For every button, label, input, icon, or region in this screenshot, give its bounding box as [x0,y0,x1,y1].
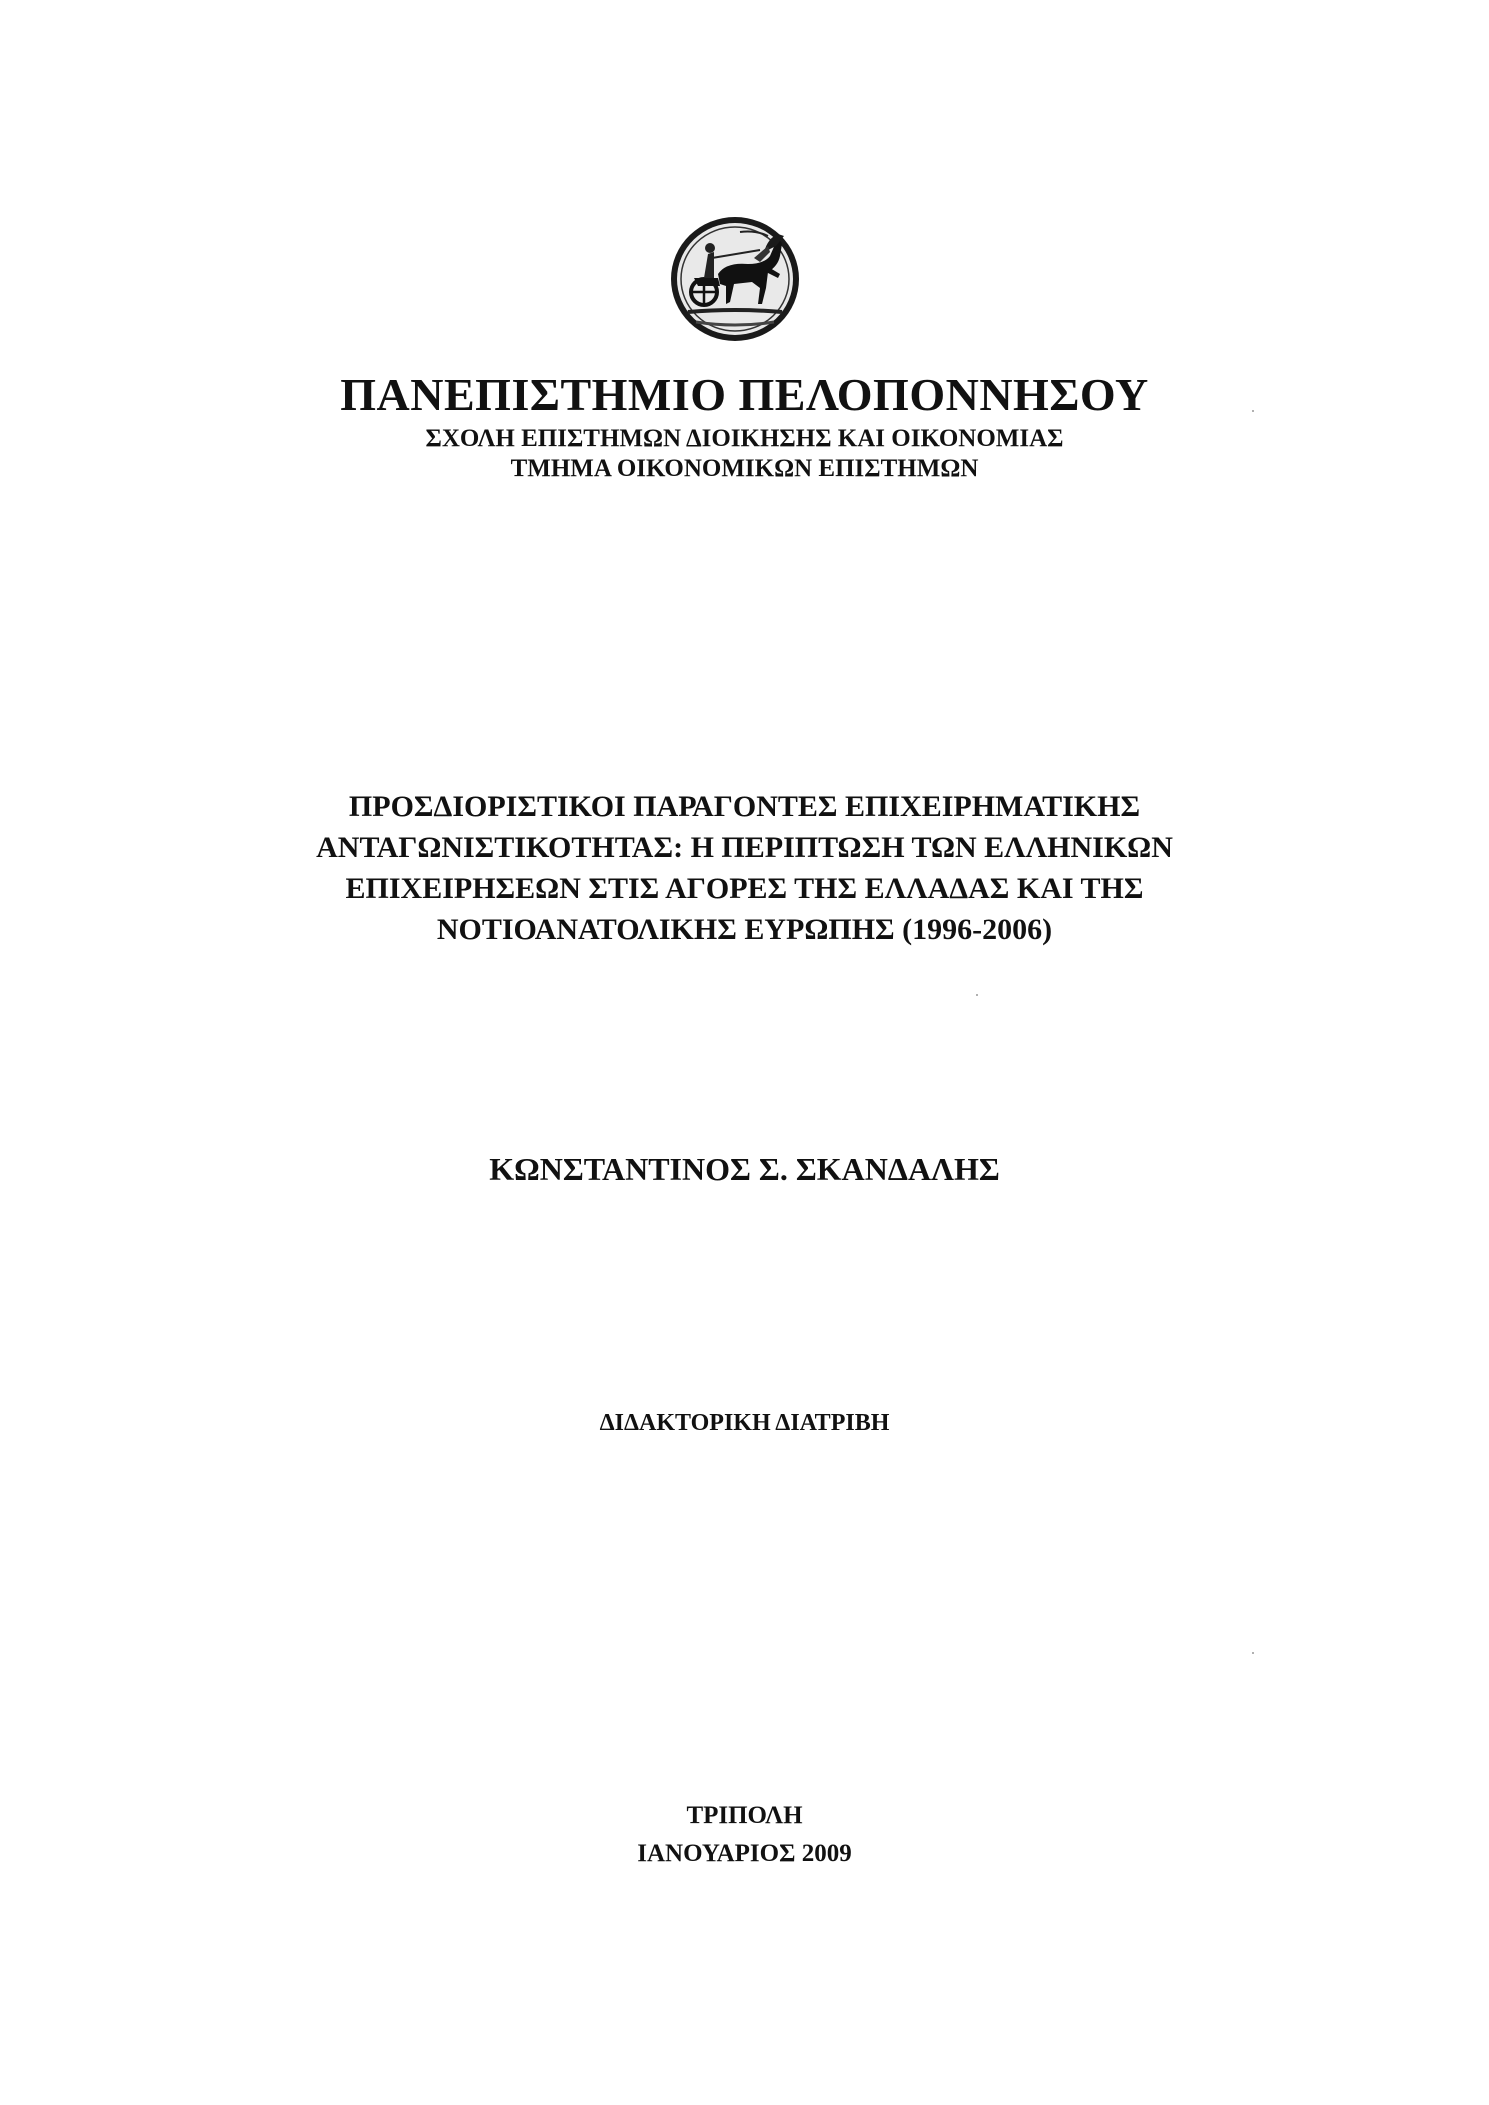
scan-speck [976,994,978,996]
thesis-title [0,786,1489,950]
thesis-title-line: ΕΠΙΧΕΙΡΗΣΕΩΝ ΣΤΙΣ ΑΓΟΡΕΣ ΤΗΣ ΕΛΛΑΔΑΣ ΚΑΙ ΤΗΣ [345,872,1144,905]
faculty-block [0,424,1489,484]
scan-speck [1252,1652,1254,1654]
university-name: ΠΑΝΕΠΙΣΤΗΜΙΟ ΠΕΛΟΠΟΝΝΗΣΟΥ [340,369,1149,420]
date: ΙΑΝΟΥΑΡΙΟΣ 2009 [637,1840,852,1867]
author-name: ΚΩΝΣΤΑΝΤΙΝΟΣ Σ. ΣΚΑΝΔΑΛΗΣ [489,1151,1000,1187]
document-type: ΔΙΔΑΚΤΟΡΙΚΗ ΔΙΑΤΡΙΒΗ [599,1410,890,1436]
chariot-seal-icon [668,212,802,346]
city: ΤΡΙΠΟΛΗ [686,1802,803,1829]
thesis-title-line: ΑΝΤΑΓΩΝΙΣΤΙΚΟΤΗΤΑΣ: Η ΠΕΡΙΠΤΩΣΗ ΤΩΝ ΕΛΛΗΝΙΚΩΝ [316,831,1173,864]
department-name: ΤΜΗΜΑ ΟΙΚΟΝΟΜΙΚΩΝ ΕΠΙΣΤΗΜΩΝ [510,455,979,482]
thesis-title-line: ΝΟΤΙΟΑΝΑΤΟΛΙΚΗΣ ΕΥΡΩΠΗΣ (1996-2006) [436,913,1053,946]
school-name: ΣΧΟΛΗ ΕΠΙΣΤΗΜΩΝ ΔΙΟΙΚΗΣΗΣ ΚΑΙ ΟΙΚΟΝΟΜΙΑΣ [425,425,1064,452]
thesis-title-line: ΠΡΟΣΔΙΟΡΙΣΤΙΚΟΙ ΠΑΡΑΓΟΝΤΕΣ ΕΠΙΧΕΙΡΗΜΑΤΙΚΗΣ [348,790,1141,823]
place-and-date [0,1797,1489,1873]
scan-speck [1252,410,1254,412]
